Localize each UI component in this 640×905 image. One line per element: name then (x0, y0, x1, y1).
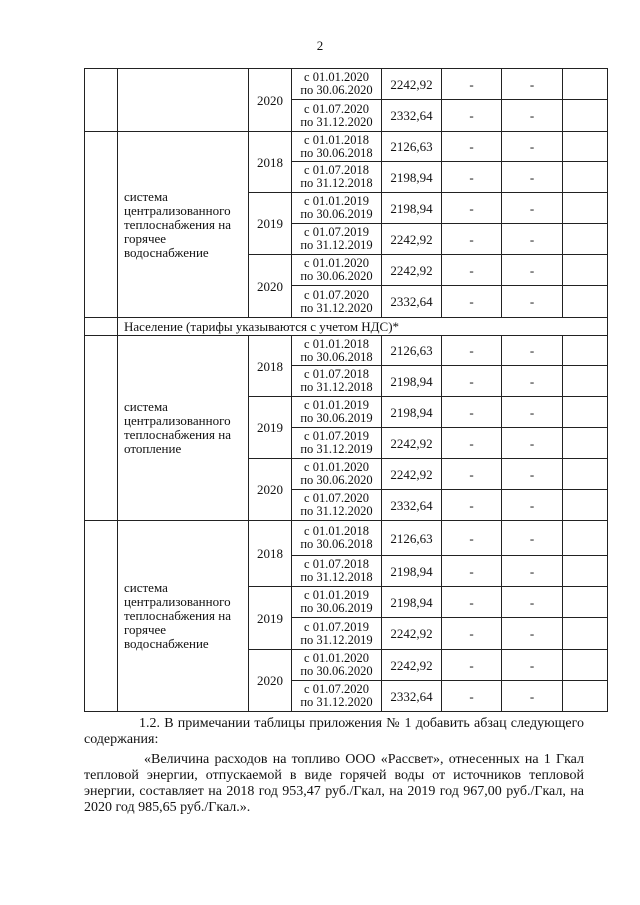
dash-cell: - (501, 192, 563, 224)
period-to: по 31.12.2019 (300, 442, 373, 456)
tariff-value: 2242,92 (381, 427, 442, 459)
period-from: с 01.07.2019 (304, 429, 369, 443)
period-cell (291, 335, 382, 366)
year-cell: 2020 (248, 458, 292, 521)
year-cell: 2020 (248, 68, 292, 132)
dash-cell: - (441, 285, 502, 318)
dash-cell: - (501, 555, 563, 587)
period-from: с 01.07.2018 (304, 557, 369, 571)
dash-cell: - (441, 223, 502, 255)
period-cell (291, 489, 382, 521)
dash-cell: - (441, 489, 502, 521)
first-col-cell (84, 131, 118, 318)
empty-cell (562, 335, 608, 366)
period-from: с 01.01.2020 (304, 70, 369, 84)
empty-cell (562, 131, 608, 162)
dash-cell: - (441, 427, 502, 459)
empty-cell (562, 586, 608, 618)
dash-cell: - (501, 131, 563, 162)
period-to: по 31.12.2019 (300, 238, 373, 252)
empty-cell (562, 223, 608, 255)
tariff-value: 2242,92 (381, 649, 442, 681)
dash-cell: - (441, 649, 502, 681)
period-to: по 30.06.2020 (300, 269, 373, 283)
period-from: с 01.07.2020 (304, 491, 369, 505)
population-header: Население (тарифы указываются с учетом НДС)* (117, 317, 608, 336)
period-from: с 01.07.2018 (304, 367, 369, 381)
period-to: по 30.06.2020 (300, 664, 373, 678)
period-cell (291, 285, 382, 318)
period-from: с 01.01.2020 (304, 460, 369, 474)
period-cell (291, 131, 382, 162)
empty-cell (562, 161, 608, 193)
empty-cell (562, 427, 608, 459)
period-from: с 01.07.2020 (304, 101, 369, 116)
first-col-cell (84, 335, 118, 521)
period-to: по 30.06.2019 (300, 207, 373, 221)
empty-cell (562, 489, 608, 521)
year-cell: 2018 (248, 335, 292, 397)
period-from: с 01.01.2018 (304, 336, 369, 351)
period-cell (291, 586, 382, 618)
period-cell (291, 555, 382, 587)
dash-cell: - (501, 586, 563, 618)
empty-cell (562, 520, 608, 556)
year-cell: 2019 (248, 586, 292, 650)
year-cell: 2018 (248, 131, 292, 193)
period-to: по 31.12.2020 (300, 504, 373, 518)
empty-cell (562, 365, 608, 397)
empty-cell (562, 649, 608, 681)
tariff-value: 2198,94 (381, 161, 442, 193)
empty-cell (562, 396, 608, 428)
empty-cell (562, 458, 608, 490)
period-from: с 01.01.2018 (304, 132, 369, 147)
dash-cell: - (501, 396, 563, 428)
period-to: по 30.06.2019 (300, 411, 373, 425)
dash-cell: - (441, 161, 502, 193)
tariff-value: 2332,64 (381, 489, 442, 521)
tariff-value: 2126,63 (381, 131, 442, 162)
period-from: с 01.01.2018 (304, 524, 369, 538)
dash-cell: - (501, 427, 563, 459)
period-cell (291, 520, 382, 556)
amendment-item: 1.2. В примечании таблицы приложения № 1 добавить абзац следующего содержания: (84, 716, 584, 747)
dash-cell: - (441, 555, 502, 587)
dash-cell: - (441, 131, 502, 162)
tariff-value: 2242,92 (381, 254, 442, 286)
period-cell (291, 617, 382, 650)
tariff-value: 2126,63 (381, 520, 442, 556)
period-to: по 31.12.2020 (300, 300, 373, 315)
dash-cell: - (441, 520, 502, 556)
dash-cell: - (501, 649, 563, 681)
period-to: по 30.06.2018 (300, 145, 373, 160)
period-cell (291, 396, 382, 428)
tariff-value: 2198,94 (381, 555, 442, 587)
empty-cell (562, 254, 608, 286)
dash-cell: - (441, 192, 502, 224)
dash-cell: - (501, 489, 563, 521)
period-from: с 01.01.2019 (304, 588, 369, 602)
section-name-cell: система централизованного теплоснабжения на горячее водоснабжение (117, 131, 249, 318)
dash-cell: - (501, 520, 563, 556)
period-from: с 01.07.2020 (304, 287, 369, 302)
dash-cell: - (441, 99, 502, 132)
period-cell (291, 99, 382, 132)
period-from: с 01.07.2020 (304, 682, 369, 696)
dash-cell: - (501, 365, 563, 397)
period-from: с 01.07.2019 (304, 225, 369, 239)
amendment-text (84, 716, 584, 816)
tariff-value: 2198,94 (381, 365, 442, 397)
dash-cell: - (501, 223, 563, 255)
tariff-value: 2332,64 (381, 99, 442, 132)
period-from: с 01.01.2019 (304, 398, 369, 412)
tariff-value: 2198,94 (381, 396, 442, 428)
period-to: по 31.12.2018 (300, 380, 373, 394)
tariff-value: 2242,92 (381, 68, 442, 100)
period-from: с 01.01.2020 (304, 256, 369, 270)
year-cell: 2020 (248, 254, 292, 318)
dash-cell: - (441, 458, 502, 490)
dash-cell: - (441, 365, 502, 397)
dash-cell: - (501, 458, 563, 490)
dash-cell: - (501, 68, 563, 100)
empty-cell (562, 680, 608, 712)
year-cell: 2018 (248, 520, 292, 587)
dash-cell: - (441, 68, 502, 100)
year-cell: 2019 (248, 192, 292, 255)
section-name-cell: система централизованного теплоснабжения на отопление (117, 335, 249, 521)
period-cell (291, 458, 382, 490)
period-from: с 01.01.2020 (304, 651, 369, 665)
period-to: по 31.12.2020 (300, 114, 373, 129)
period-to: по 30.06.2018 (300, 537, 373, 551)
first-col-cell (84, 520, 118, 712)
dash-cell: - (441, 396, 502, 428)
period-to: по 30.06.2019 (300, 601, 373, 615)
section-name-cell (117, 68, 249, 132)
empty-cell (562, 555, 608, 587)
tariff-value: 2242,92 (381, 458, 442, 490)
period-cell (291, 649, 382, 681)
page-number: 2 (316, 38, 324, 53)
empty-cell (562, 192, 608, 224)
tariff-value: 2332,64 (381, 285, 442, 318)
period-cell (291, 223, 382, 255)
tariff-value: 2332,64 (381, 680, 442, 712)
period-cell (291, 254, 382, 286)
dash-cell: - (441, 680, 502, 712)
dash-cell: - (501, 285, 563, 318)
dash-cell: - (441, 335, 502, 366)
tariff-value: 2198,94 (381, 192, 442, 224)
period-from: с 01.07.2019 (304, 619, 369, 634)
tariff-value: 2198,94 (381, 586, 442, 618)
dash-cell: - (441, 617, 502, 650)
period-cell (291, 427, 382, 459)
period-to: по 31.12.2018 (300, 176, 373, 190)
period-cell (291, 68, 382, 100)
empty-cell (562, 285, 608, 318)
year-cell: 2020 (248, 649, 292, 712)
period-from: с 01.07.2018 (304, 163, 369, 177)
dash-cell: - (501, 617, 563, 650)
empty-cell (562, 617, 608, 650)
period-to: по 31.12.2019 (300, 632, 373, 647)
dash-cell: - (501, 254, 563, 286)
period-from: с 01.01.2019 (304, 194, 369, 208)
period-cell (291, 161, 382, 193)
period-cell (291, 192, 382, 224)
period-to: по 31.12.2018 (300, 570, 373, 584)
empty-cell (562, 99, 608, 132)
period-to: по 30.06.2020 (300, 83, 373, 97)
first-col-cell (84, 68, 118, 132)
dash-cell: - (441, 254, 502, 286)
period-cell (291, 365, 382, 397)
period-to: по 30.06.2018 (300, 349, 373, 364)
period-to: по 30.06.2020 (300, 473, 373, 487)
tariff-value: 2242,92 (381, 223, 442, 255)
dash-cell: - (501, 161, 563, 193)
tariff-value: 2242,92 (381, 617, 442, 650)
amendment-quote: «Величина расходов на топливо ООО «Рассвет», отнесенных на 1 Гкал тепловой энергии, отпускаемой в виде горячей воды от источников тепловой энергии, составляет на 2018 год 953,47 руб./Гкал, на 2019 год 967,00 руб./Гкал, на 2020 год 985,65 руб./Гкал.». (84, 752, 584, 815)
tariff-value: 2126,63 (381, 335, 442, 366)
first-col-cell (84, 317, 118, 336)
dash-cell: - (441, 586, 502, 618)
dash-cell: - (501, 99, 563, 132)
period-cell (291, 680, 382, 712)
dash-cell: - (501, 680, 563, 712)
year-cell: 2019 (248, 396, 292, 459)
section-name-cell: система централизованного теплоснабжения на горячее водоснабжение (117, 520, 249, 712)
empty-cell (562, 68, 608, 100)
period-to: по 31.12.2020 (300, 695, 373, 709)
dash-cell: - (501, 335, 563, 366)
